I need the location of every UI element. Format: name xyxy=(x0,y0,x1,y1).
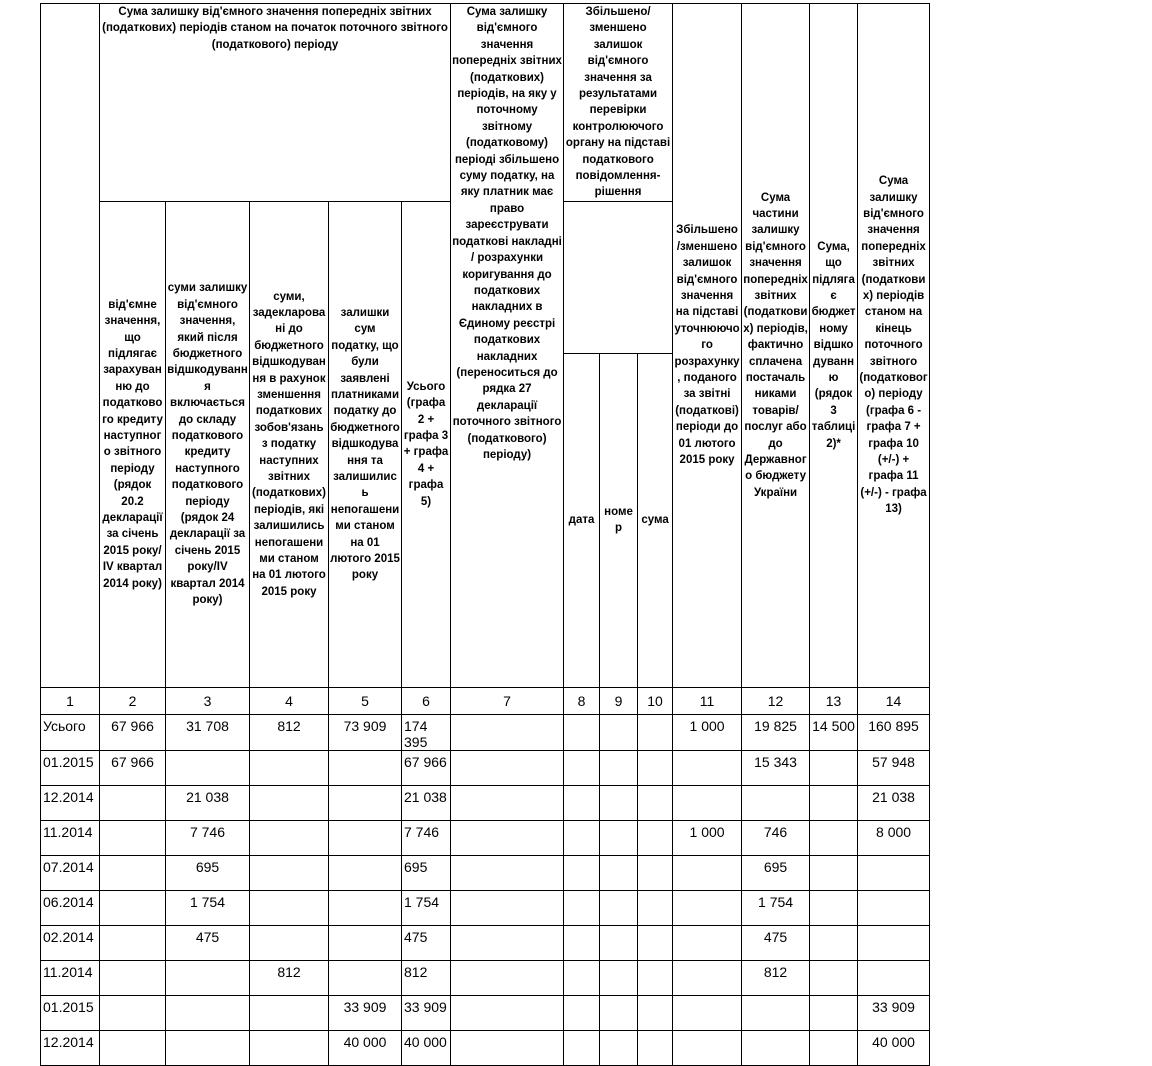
table-cell xyxy=(250,1030,329,1065)
table-cell xyxy=(451,820,564,855)
table-cell xyxy=(250,750,329,785)
table-cell xyxy=(250,785,329,820)
table-cell xyxy=(600,890,638,925)
table-cell: 160 895 xyxy=(858,714,930,750)
table-cell: 812 xyxy=(250,960,329,995)
table-cell xyxy=(638,855,673,890)
table-cell xyxy=(858,925,930,960)
total-row xyxy=(41,714,930,750)
table-cell xyxy=(564,1030,600,1065)
column-number: 4 xyxy=(250,687,329,714)
table-cell xyxy=(100,785,166,820)
table-cell: 14 500 xyxy=(810,714,858,750)
table-cell: 1 754 xyxy=(166,890,250,925)
table-cell: 1 754 xyxy=(402,890,451,925)
table-cell xyxy=(600,925,638,960)
header-col-7: Сума залишку від'ємного значення попередніх звітних (податкових) періодів, на яку у поточному звітному (податковому) періоді збільшено суму податку, на яку платник має право зареєструвати податкові накладні / розрахунки коригування до податкових накладних в Єдиному реєстрі податкових накладних (переноситься до рядка 27 декларації поточного звітного (податкового) періоду) xyxy=(451,4,564,688)
column-number: 1 xyxy=(41,687,100,714)
table-cell xyxy=(810,1030,858,1065)
period-cell: 07.2014 xyxy=(41,855,100,890)
header-col-1 xyxy=(41,4,100,688)
table-row xyxy=(41,960,930,995)
table-cell xyxy=(638,925,673,960)
table-cell xyxy=(673,785,742,820)
header-group-audit-adjustment: Збільшено/зменшено залишок від'ємного значення за результатами перевірки контролюючого органу на підставі податкового повідомлення-рішення xyxy=(564,4,673,202)
table-cell: 57 948 xyxy=(858,750,930,785)
header-col-6: Усього (графа 2 + графа 3 + графа 4 + графа 5) xyxy=(402,201,451,687)
table-cell xyxy=(166,1030,250,1065)
table-cell xyxy=(329,890,402,925)
table-cell xyxy=(600,750,638,785)
table-cell: 695 xyxy=(742,855,810,890)
table-cell xyxy=(600,960,638,995)
table-cell: 812 xyxy=(250,714,329,750)
table-cell xyxy=(451,714,564,750)
column-number: 8 xyxy=(564,687,600,714)
table-cell xyxy=(100,995,166,1030)
table-cell xyxy=(564,995,600,1030)
table-cell xyxy=(329,960,402,995)
table-cell xyxy=(810,750,858,785)
table-cell: 33 909 xyxy=(329,995,402,1030)
table-cell xyxy=(810,820,858,855)
table-cell: 695 xyxy=(402,855,451,890)
header-col-2: від'ємне значення, що підлягає зарахуванню до податкового кредиту наступного звітного періоду (рядок 20.2 декларації за січень 2015 року/ IV квартал 2014 року) xyxy=(100,201,166,687)
header-col-12: Сума частини залишку від'ємного значення попередніх звітних (податкових) періодів, фактично сплачена постачальниками товарів/послуг або до Державного бюджету України xyxy=(742,4,810,688)
table-cell xyxy=(858,960,930,995)
column-number: 2 xyxy=(100,687,166,714)
table-cell: 15 343 xyxy=(742,750,810,785)
table-cell: 746 xyxy=(742,820,810,855)
header-col-11: Збільшено /зменшено залишок від'ємного значення на підставі уточнюючого розрахунку, поданого за звітні (податкові) періоди до 01 лютого 2015 року xyxy=(673,4,742,688)
table-cell xyxy=(166,960,250,995)
table-cell xyxy=(329,855,402,890)
table-cell xyxy=(858,855,930,890)
period-cell: 12.2014 xyxy=(41,1030,100,1065)
table-cell xyxy=(166,750,250,785)
table-cell xyxy=(810,785,858,820)
table-cell xyxy=(638,1030,673,1065)
table-cell: 475 xyxy=(166,925,250,960)
table-cell xyxy=(673,995,742,1030)
header-col-8: дата xyxy=(564,353,600,687)
table-cell xyxy=(451,750,564,785)
header-col-5: залишки сум податку, що були заявлені платниками податку до бюджетного відшкодування та залишились непогашеними станом на 01 лютого 2015 року xyxy=(329,201,402,687)
column-number: 14 xyxy=(858,687,930,714)
column-number: 9 xyxy=(600,687,638,714)
table-cell xyxy=(638,890,673,925)
table-cell xyxy=(100,855,166,890)
table-cell xyxy=(100,820,166,855)
table-cell: 695 xyxy=(166,855,250,890)
table-cell xyxy=(600,1030,638,1065)
table-cell xyxy=(564,714,600,750)
table-cell xyxy=(673,960,742,995)
column-number: 11 xyxy=(673,687,742,714)
table-cell xyxy=(451,855,564,890)
table-cell xyxy=(638,785,673,820)
table-cell: 40 000 xyxy=(329,1030,402,1065)
table-row xyxy=(41,890,930,925)
table-cell xyxy=(810,855,858,890)
period-cell: 01.2015 xyxy=(41,750,100,785)
table-cell xyxy=(100,1030,166,1065)
table-cell xyxy=(673,855,742,890)
header-col-4: суми, задекларовані до бюджетного відшкодування в рахунок зменшення податкових зобов'язань з податку наступних звітних (податкових) періодів, які залишились непогашеними станом на 01 лютого 2015 року xyxy=(250,201,329,687)
header-col-3: суми залишку від'ємного значення, який після бюджетного відшкодування включається до складу податкового кредиту наступного податкового періоду (рядок 24 декларації за січень 2015 року/IV квартал 2014 року) xyxy=(166,201,250,687)
table-cell xyxy=(858,890,930,925)
column-number: 5 xyxy=(329,687,402,714)
period-cell: 02.2014 xyxy=(41,925,100,960)
table-cell xyxy=(673,1030,742,1065)
table-cell xyxy=(329,925,402,960)
table-row xyxy=(41,820,930,855)
period-cell: 11.2014 xyxy=(41,820,100,855)
period-cell: 01.2015 xyxy=(41,995,100,1030)
table-cell xyxy=(451,785,564,820)
table-cell xyxy=(742,995,810,1030)
table-cell: 67 966 xyxy=(100,750,166,785)
table-cell xyxy=(451,960,564,995)
table-row xyxy=(41,925,930,960)
table-cell xyxy=(329,785,402,820)
table-cell xyxy=(250,890,329,925)
header-col-14: Сума залишку від'ємного значення попередніх звітних (податкових) періодів станом на кінець поточного звітного (податкового) періоду (графа 6 - графа 7 + графа 10 (+/-) + графа 11 (+/-) - графа 13) xyxy=(858,4,930,688)
table-cell xyxy=(451,890,564,925)
table-cell xyxy=(564,925,600,960)
table-cell: 1 000 xyxy=(673,820,742,855)
table-row xyxy=(41,855,930,890)
table-cell xyxy=(250,820,329,855)
table-cell xyxy=(600,820,638,855)
column-number-row xyxy=(41,687,930,714)
table-cell xyxy=(564,890,600,925)
table-cell xyxy=(638,750,673,785)
table-cell xyxy=(166,995,250,1030)
table-cell: 33 909 xyxy=(402,995,451,1030)
table-cell: 475 xyxy=(742,925,810,960)
header-col-13: Сума, що підлягає бюджетному відшкодуванню (рядок 3 таблиці 2)* xyxy=(810,4,858,688)
table-cell xyxy=(451,925,564,960)
table-cell xyxy=(564,855,600,890)
table-cell xyxy=(810,995,858,1030)
declaration-appendix-table xyxy=(40,3,930,1066)
table-row xyxy=(41,995,930,1030)
table-cell xyxy=(564,820,600,855)
table-cell: 33 909 xyxy=(858,995,930,1030)
period-cell: 11.2014 xyxy=(41,960,100,995)
table-cell: 67 966 xyxy=(402,750,451,785)
column-number: 7 xyxy=(451,687,564,714)
period-cell: 12.2014 xyxy=(41,785,100,820)
column-number: 3 xyxy=(166,687,250,714)
table-cell: 812 xyxy=(402,960,451,995)
table-cell xyxy=(810,960,858,995)
table-cell xyxy=(810,890,858,925)
table-cell: 21 038 xyxy=(858,785,930,820)
table-cell: 8 000 xyxy=(858,820,930,855)
header-col-9: номер xyxy=(600,353,638,687)
table-cell: 31 708 xyxy=(166,714,250,750)
column-number: 6 xyxy=(402,687,451,714)
table-cell xyxy=(742,1030,810,1065)
table-body xyxy=(41,687,930,1065)
table-cell xyxy=(329,820,402,855)
table-cell: 1 000 xyxy=(673,714,742,750)
table-cell: 1 754 xyxy=(742,890,810,925)
table-cell: 19 825 xyxy=(742,714,810,750)
table-cell xyxy=(638,820,673,855)
period-cell: Усього xyxy=(41,714,100,750)
period-cell: 06.2014 xyxy=(41,890,100,925)
header-col-10: сума xyxy=(638,353,673,687)
table-cell xyxy=(564,785,600,820)
table-cell: 812 xyxy=(742,960,810,995)
table-cell xyxy=(564,960,600,995)
table-cell xyxy=(600,995,638,1030)
table-cell xyxy=(100,960,166,995)
table-cell: 21 038 xyxy=(166,785,250,820)
table-cell xyxy=(329,750,402,785)
table-cell xyxy=(638,995,673,1030)
table-cell xyxy=(250,995,329,1030)
table-cell xyxy=(564,750,600,785)
table-cell xyxy=(100,890,166,925)
table-cell xyxy=(742,785,810,820)
table-row xyxy=(41,1030,930,1065)
table-row xyxy=(41,785,930,820)
table-cell: 475 xyxy=(402,925,451,960)
table-cell: 67 966 xyxy=(100,714,166,750)
column-number: 10 xyxy=(638,687,673,714)
table-cell: 21 038 xyxy=(402,785,451,820)
table-cell xyxy=(673,750,742,785)
table-cell xyxy=(250,855,329,890)
table-cell xyxy=(250,925,329,960)
table-cell xyxy=(638,714,673,750)
table-cell xyxy=(638,960,673,995)
table-cell xyxy=(451,1030,564,1065)
table-cell xyxy=(100,925,166,960)
table-cell xyxy=(673,925,742,960)
table-cell: 40 000 xyxy=(402,1030,451,1065)
table-cell xyxy=(673,890,742,925)
table-cell xyxy=(600,785,638,820)
table-row xyxy=(41,750,930,785)
table-cell: 40 000 xyxy=(858,1030,930,1065)
table-cell: 73 909 xyxy=(329,714,402,750)
table-cell xyxy=(810,925,858,960)
header-group-opening-balance: Сума залишку від'ємного значення попередніх звітних (податкових) періодів станом на початок поточного звітного (податкового) періоду xyxy=(100,4,451,202)
table-cell: 7 746 xyxy=(166,820,250,855)
table-cell xyxy=(600,855,638,890)
column-number: 12 xyxy=(742,687,810,714)
table-cell xyxy=(451,995,564,1030)
column-number: 13 xyxy=(810,687,858,714)
table-cell xyxy=(600,714,638,750)
table-cell: 174 395 xyxy=(402,714,451,750)
table-cell: 7 746 xyxy=(402,820,451,855)
